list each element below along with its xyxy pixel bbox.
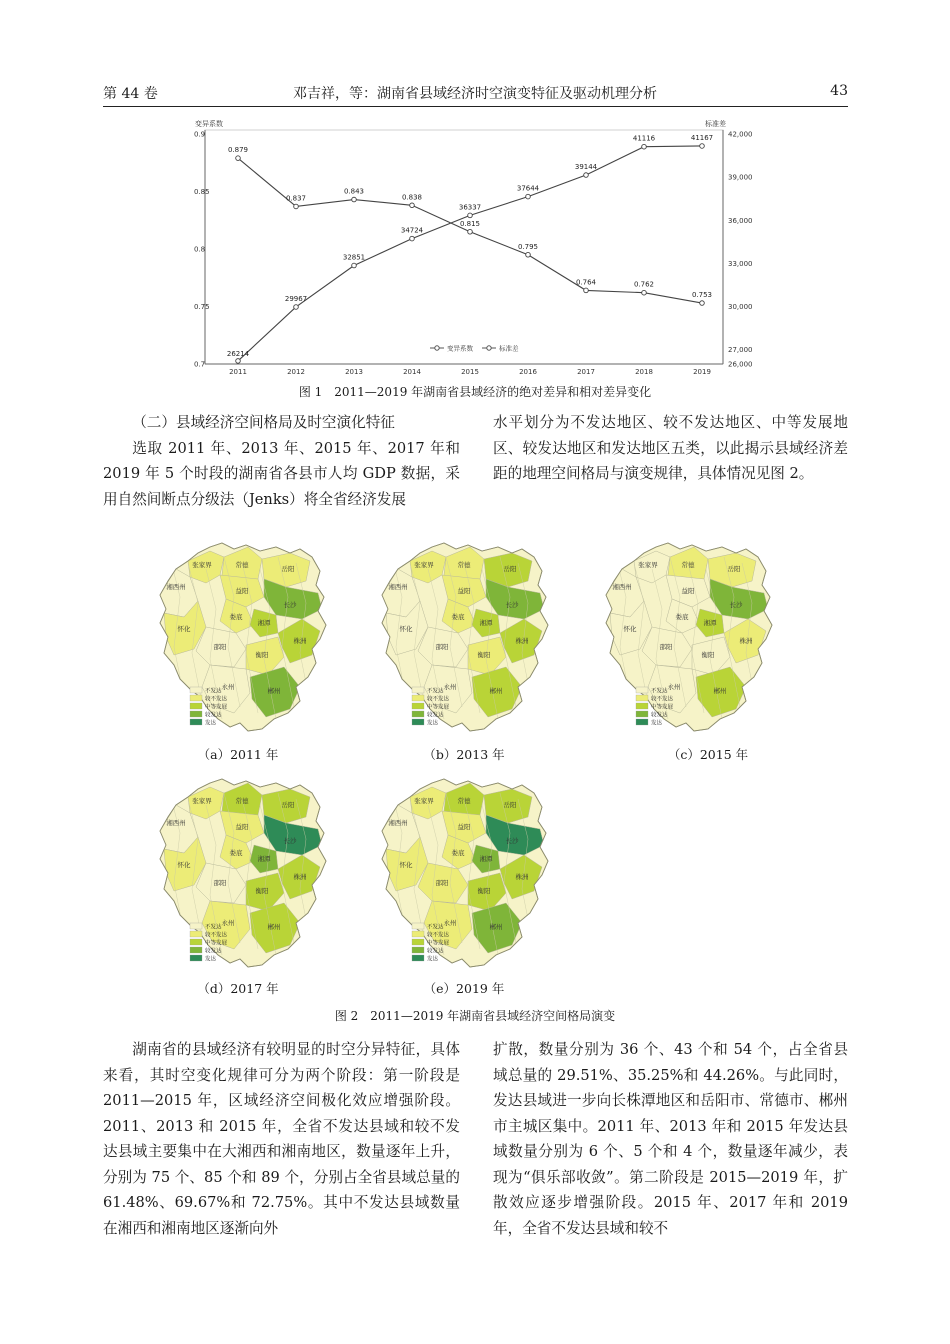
legend-label: 较发达 [427, 712, 444, 719]
data-point [584, 288, 589, 293]
city-label: 岳阳 [281, 801, 295, 809]
city-label: 长沙 [283, 601, 297, 609]
x-tick-label: 2016 [519, 368, 537, 376]
right-tick-label: 33,000 [728, 259, 753, 268]
chart-frame [205, 130, 723, 364]
legend-sd: 标准差 [499, 344, 519, 353]
city-label: 岳阳 [503, 565, 517, 573]
left-axis-title: 变异系数 [195, 120, 223, 128]
data-label: 41167 [690, 133, 714, 142]
city-label: 长沙 [505, 601, 519, 609]
city-label: 益阳 [457, 823, 471, 831]
legend-label: 发达 [205, 720, 217, 727]
map-caption: （a）2011 年 [197, 747, 279, 762]
data-label: 41116 [632, 134, 656, 143]
data-label: 37644 [516, 184, 540, 193]
header-rule [103, 106, 848, 107]
legend-swatch [412, 687, 424, 693]
city-label: 湘潭 [703, 619, 717, 627]
data-point [700, 301, 705, 306]
city-label: 湘西州 [612, 583, 632, 591]
map-caption: （b）2013 年 [423, 747, 505, 762]
city-label: 郴州 [489, 687, 503, 695]
city-label: 益阳 [235, 587, 249, 595]
legend-swatch [190, 687, 202, 693]
legend-swatch [190, 695, 202, 701]
city-label: 株洲 [739, 637, 753, 645]
x-tick-label: 2017 [577, 368, 595, 376]
city-label: 衡阳 [477, 651, 491, 659]
legend-swatch [636, 703, 648, 709]
left-tick-label: 0.8 [194, 245, 206, 254]
legend-swatch [636, 695, 648, 701]
legend-label: 较发达 [205, 948, 222, 955]
city-label: 长沙 [283, 837, 297, 845]
left-column-2 [103, 1037, 460, 1241]
hunan-map-5 [372, 773, 582, 973]
city-label: 湘潭 [257, 619, 271, 627]
city-label: 娄底 [451, 849, 465, 857]
city-label: 株洲 [515, 873, 529, 881]
right-axis-title: 标准差 [705, 120, 726, 128]
city-label: 岳阳 [281, 565, 295, 573]
x-tick-label: 2015 [461, 368, 479, 376]
legend-label: 较不发达 [651, 696, 674, 703]
city-label: 邵阳 [435, 879, 449, 887]
legend-label: 中等发展 [427, 940, 450, 947]
city-label: 湘西州 [388, 583, 408, 591]
data-point [642, 144, 647, 149]
city-label: 常德 [235, 797, 249, 805]
legend-swatch [190, 711, 202, 717]
legend-label: 发达 [205, 956, 217, 963]
data-label: 0.837 [285, 194, 307, 203]
city-label: 益阳 [235, 823, 249, 831]
city-label: 衡阳 [477, 887, 491, 895]
city-label: 娄底 [229, 849, 243, 857]
right-column-2 [493, 1037, 848, 1241]
city-label: 张家界 [192, 561, 212, 569]
map-caption: （c）2015 年 [667, 747, 749, 762]
legend-label: 较发达 [651, 712, 668, 719]
legend-swatch [412, 923, 424, 929]
data-label: 0.838 [401, 193, 423, 202]
legend-swatch [190, 939, 202, 945]
city-label: 永州 [667, 683, 681, 691]
paragraph: 湖南省的县域经济有较明显的时空分异特征，具体来看，其时空变化规律可分为两个阶段：第一阶段是 2011—2015 年，区域经济空间极化效应增强阶段。2011、2013 和 2015 年，全省不发达县域和较不发达县域主要集中在大湘西和湘南地区，数量逐年上升，分别为 75 个、85 个和 89 个，分别占全省县域总量的 61.48%、69.67%和 72.75%。其中不发达县域数量在湘西和湘南地区逐渐向外 [103, 1041, 460, 1237]
legend-swatch [636, 719, 648, 725]
legend-swatch [412, 955, 424, 961]
legend-swatch [412, 695, 424, 701]
legend-swatch [412, 719, 424, 725]
city-label: 湘西州 [166, 583, 186, 591]
city-label: 岳阳 [727, 565, 741, 573]
hunan-map-3 [596, 537, 806, 737]
x-tick-label: 2011 [229, 368, 247, 376]
city-label: 怀化 [177, 861, 191, 869]
legend-label: 发达 [427, 720, 439, 727]
paragraph: 水平划分为不发达地区、较不发达地区、中等发展地区、较发达地区和发达地区五类，以此揭示县域经济差距的地理空间格局与演变规律，具体情况见图 2。 [493, 414, 848, 482]
data-point [526, 194, 531, 199]
data-label: 36337 [458, 203, 482, 212]
legend-swatch [190, 955, 202, 961]
city-label: 郴州 [267, 687, 281, 695]
data-point [468, 229, 473, 234]
legend-swatch [412, 711, 424, 717]
right-tick-label: 39,000 [728, 173, 753, 182]
x-tick-label: 2014 [403, 368, 421, 376]
legend-cv: 变异系数 [447, 344, 473, 353]
city-label: 张家界 [414, 561, 434, 569]
map-caption: （e）2019 年 [423, 981, 505, 996]
series-line-sd [238, 146, 702, 361]
legend-swatch [190, 703, 202, 709]
city-label: 永州 [443, 919, 457, 927]
city-label: 衡阳 [255, 887, 269, 895]
city-label: 张家界 [638, 561, 658, 569]
city-label: 娄底 [675, 613, 689, 621]
data-label: 0.815 [459, 219, 481, 228]
right-tick-label: 36,000 [728, 216, 753, 225]
legend-swatch [412, 939, 424, 945]
data-point [700, 144, 705, 149]
legend-label: 不发达 [427, 688, 444, 695]
left-tick-label: 0.85 [194, 188, 210, 196]
running-title: 邓吉祥，等：湖南省县域经济时空演变特征及驱动机理分析 [293, 86, 657, 102]
legend-label: 不发达 [427, 924, 444, 931]
city-label: 常德 [457, 797, 471, 805]
city-label: 长沙 [729, 601, 743, 609]
journal-volume: 第 44 卷 [103, 86, 158, 102]
city-label: 常德 [681, 561, 695, 569]
city-label: 邵阳 [213, 879, 227, 887]
city-label: 怀化 [399, 625, 413, 633]
data-point [642, 290, 647, 295]
hunan-map-1 [150, 537, 360, 737]
city-label: 常德 [457, 561, 471, 569]
city-label: 郴州 [489, 923, 503, 931]
data-point [410, 203, 415, 208]
legend-label: 不发达 [205, 688, 222, 695]
city-label: 怀化 [623, 625, 637, 633]
legend-label: 中等发展 [427, 704, 450, 711]
city-label: 衡阳 [701, 651, 715, 659]
x-tick-label: 2018 [635, 368, 653, 376]
city-label: 株洲 [293, 873, 307, 881]
left-column-1 [103, 410, 460, 512]
right-tick-label: 26,000 [728, 360, 753, 369]
figure1-chart [190, 118, 780, 380]
legend-label: 中等发展 [205, 940, 228, 947]
city-label: 常德 [235, 561, 249, 569]
paragraph: 选取 2011 年、2013 年、2015 年、2017 年和 2019 年 5 个时段的湖南省各县市人均 GDP 数据，采用自然间断点分级法（Jenks）将全省经济发展 [103, 439, 460, 508]
city-label: 永州 [221, 919, 235, 927]
city-label: 湘潭 [479, 855, 493, 863]
data-point [584, 173, 589, 178]
left-tick-label: 0.75 [194, 303, 210, 311]
city-label: 娄底 [229, 613, 243, 621]
map-caption: （d）2017 年 [197, 981, 279, 996]
city-label: 永州 [221, 683, 235, 691]
city-label: 怀化 [177, 625, 191, 633]
legend-label: 发达 [651, 720, 663, 727]
legend-label: 较发达 [205, 712, 222, 719]
data-point [352, 197, 357, 202]
city-label: 张家界 [192, 797, 212, 805]
right-tick-label: 42,000 [728, 130, 753, 139]
legend-label: 中等发展 [651, 704, 674, 711]
city-label: 娄底 [451, 613, 465, 621]
data-label: 0.753 [691, 291, 713, 300]
legend-label: 中等发展 [205, 704, 228, 711]
data-label: 32851 [342, 253, 366, 262]
data-point [294, 305, 299, 310]
data-point [410, 236, 415, 241]
city-label: 岳阳 [503, 801, 517, 809]
data-point [526, 252, 531, 257]
legend-label: 不发达 [651, 688, 668, 695]
legend-swatch [636, 711, 648, 717]
city-label: 株洲 [293, 637, 307, 645]
legend-label: 不发达 [205, 924, 222, 931]
figure1-caption: 图 1 2011—2019 年湖南省县域经济的绝对差异和相对差异变化 [298, 385, 652, 399]
hunan-map-2 [372, 537, 582, 737]
chart-legend [430, 344, 519, 353]
legend-label: 较不发达 [205, 696, 228, 703]
legend-label: 较不发达 [427, 696, 450, 703]
city-label: 邵阳 [659, 643, 673, 651]
figure2-caption: 图 2 2011—2019 年湖南省县域经济空间格局演变 [334, 1009, 616, 1023]
city-label: 益阳 [457, 587, 471, 595]
left-tick-label: 0.9 [194, 130, 206, 139]
data-label: 29967 [284, 294, 308, 303]
x-tick-label: 2013 [345, 368, 363, 376]
data-label: 26214 [226, 349, 250, 358]
city-label: 郴州 [713, 687, 727, 695]
legend-label: 较不发达 [205, 932, 228, 939]
city-label: 益阳 [681, 587, 695, 595]
data-label: 0.879 [227, 146, 249, 155]
data-label: 34724 [400, 226, 424, 235]
right-tick-label: 30,000 [728, 303, 753, 311]
city-label: 张家界 [414, 797, 434, 805]
legend-swatch [412, 931, 424, 937]
city-label: 衡阳 [255, 651, 269, 659]
city-label: 湘潭 [479, 619, 493, 627]
data-label: 0.762 [633, 280, 655, 289]
x-tick-label: 2019 [693, 368, 711, 376]
right-tick-label: 27,000 [728, 346, 753, 355]
data-label: 0.764 [575, 278, 597, 287]
city-label: 邵阳 [213, 643, 227, 651]
legend-label: 发达 [427, 956, 439, 963]
city-label: 永州 [443, 683, 457, 691]
data-point [352, 263, 357, 268]
city-label: 株洲 [515, 637, 529, 645]
data-point [236, 156, 241, 161]
x-tick-label: 2012 [287, 368, 305, 376]
city-label: 湘西州 [166, 819, 186, 827]
city-label: 郴州 [267, 923, 281, 931]
city-label: 邵阳 [435, 643, 449, 651]
section-heading: （二）县域经济空间格局及时空演化特征 [132, 414, 395, 431]
legend-swatch [412, 947, 424, 953]
city-label: 怀化 [399, 861, 413, 869]
legend-swatch [190, 719, 202, 725]
data-point [236, 359, 241, 364]
left-tick-label: 0.7 [194, 360, 206, 369]
legend-swatch [190, 923, 202, 929]
data-label: 0.795 [517, 242, 539, 251]
data-point [294, 204, 299, 209]
legend-swatch [190, 947, 202, 953]
legend-swatch [190, 931, 202, 937]
legend-swatch [636, 687, 648, 693]
legend-label: 较发达 [427, 948, 444, 955]
city-label: 湘潭 [257, 855, 271, 863]
data-point [468, 213, 473, 218]
page-number: 43 [830, 83, 848, 99]
data-label: 0.843 [343, 187, 365, 196]
hunan-map-4 [150, 773, 360, 973]
legend-swatch [412, 703, 424, 709]
city-label: 长沙 [505, 837, 519, 845]
legend-label: 较不发达 [427, 932, 450, 939]
data-label: 39144 [574, 163, 598, 172]
paragraph: 扩散，数量分别为 36 个、43 个和 54 个，占全省县域总量的 29.51%、35.25%和 44.26%。与此同时，发达县域进一步向长株潭地区和岳阳市、常德市、郴州市主城区集中。2011 年、2013 年和 2015 年发达县域数量分别为 6 个、5 个和 4 个，数量逐年减少，表现为“俱乐部收敛”。第二阶段是 2015—2019 年，扩散效应逐步增强阶段。2015 年、2017 年和 2019 年，全省不发达县域和较不 [493, 1041, 848, 1237]
city-label: 湘西州 [388, 819, 408, 827]
right-column-1 [493, 410, 848, 487]
